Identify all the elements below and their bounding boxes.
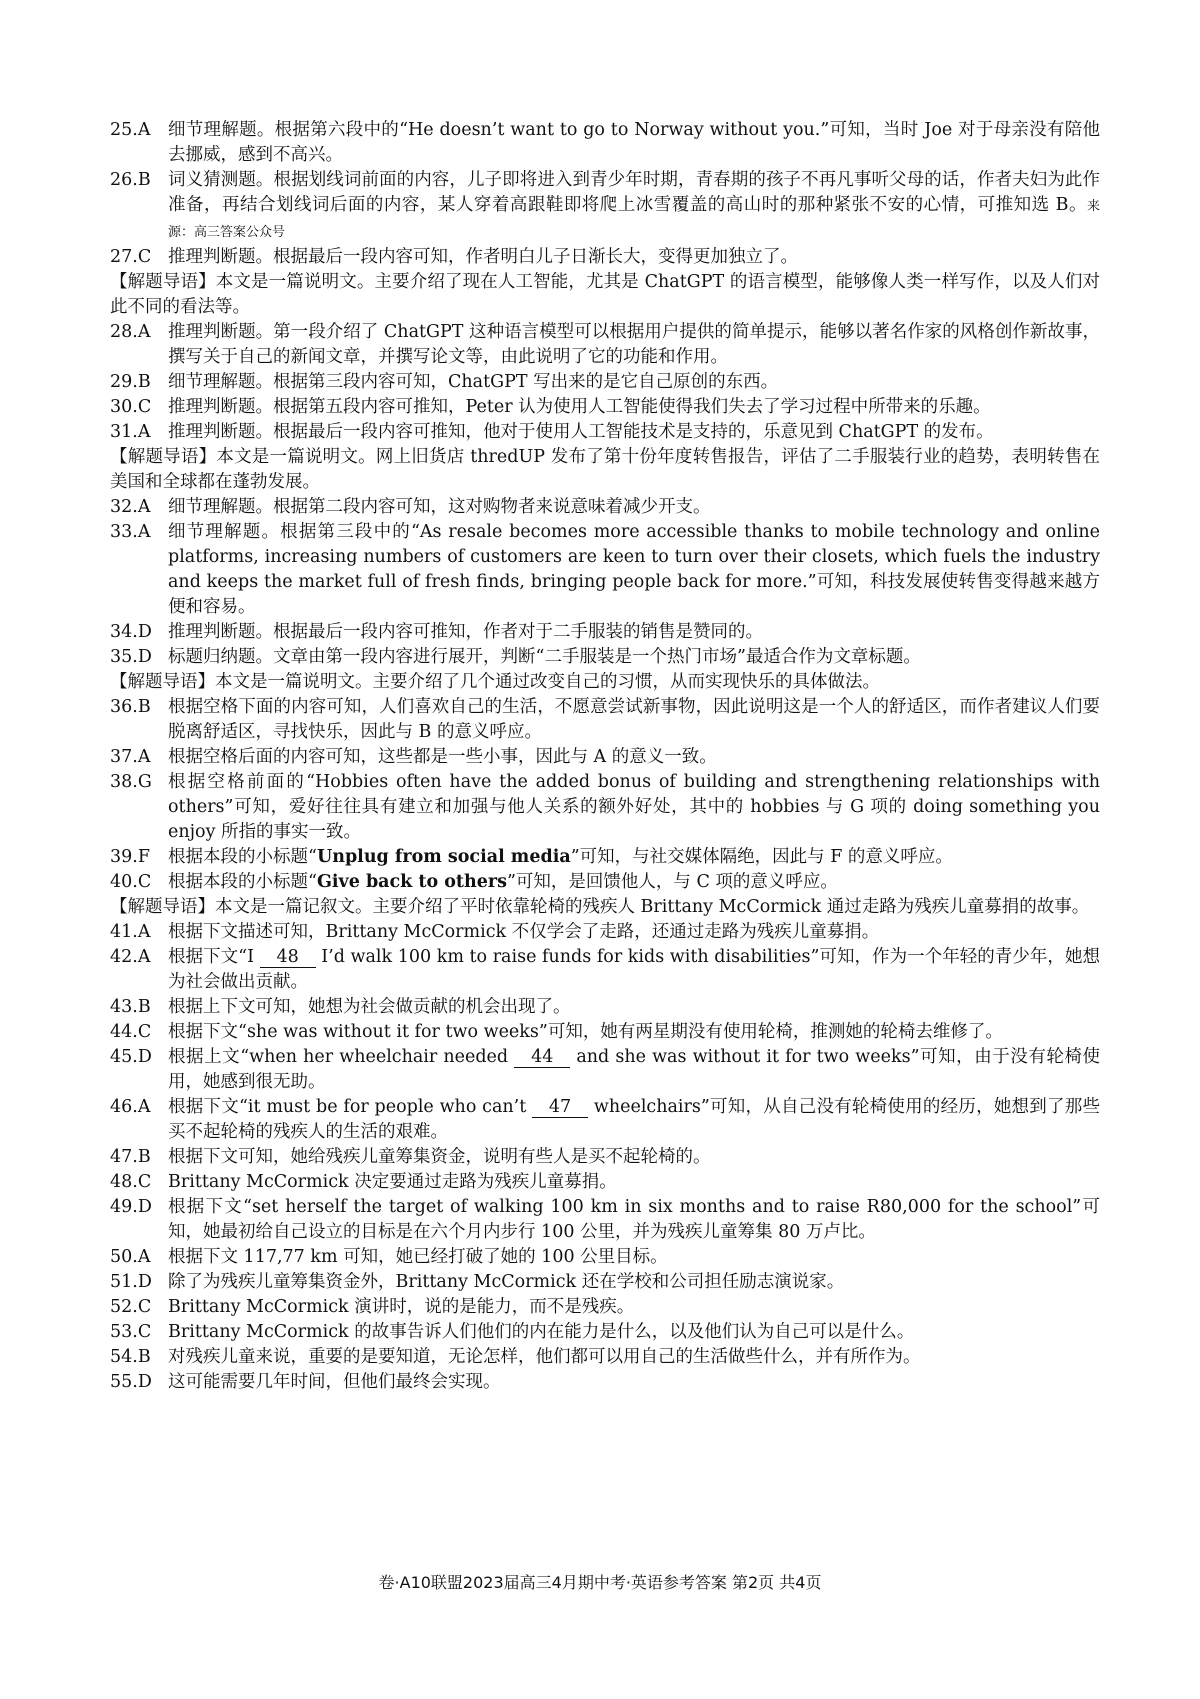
answer-explanation bbox=[168, 420, 1100, 445]
answer-explanation bbox=[168, 1170, 1100, 1195]
explanation-text: 词义猜测题。根据划线词前面的内容，儿子即将进入到青少年时期，青春期的孩子不再凡事听父母的话，作者夫妇为此作准备，再结合划线词后面的内容，某人穿着高跟鞋即将爬上冰雪覆盖的高山时的那种紧张不安的心情，可推知选 B。 bbox=[168, 170, 1100, 215]
answer-number: 54.B bbox=[110, 1347, 151, 1367]
answer-explanation bbox=[168, 1320, 1100, 1345]
answer-item bbox=[110, 245, 1100, 270]
answer-explanation bbox=[168, 1145, 1100, 1170]
answer-explanation bbox=[168, 1295, 1100, 1320]
explanation-text: wheelchairs”可知，从自己没有轮椅使用的经历，她想到了那些买不起轮椅的残疾人的生活的艰难。 bbox=[168, 1097, 1100, 1142]
answer-number: 41.A bbox=[110, 922, 151, 942]
answer-explanation bbox=[168, 845, 1100, 870]
answer-number: 43.B bbox=[110, 997, 151, 1017]
explanation-text: 推理判断题。第一段介绍了 ChatGPT 这种语言模型可以根据用户提供的简单提示，能够以著名作家的风格创作新故事，撰写关于自己的新闻文章，并撰写论文等，由此说明了它的功能和作用。 bbox=[168, 322, 1100, 367]
answer-explanation bbox=[168, 645, 1100, 670]
explanation-text: and she was without it for two weeks”可知，由于没有轮椅使用，她感到很无助。 bbox=[168, 1047, 1100, 1092]
explanation-text: 除了为残疾儿童筹集资金外，Brittany McCormick 还在学校和公司担任励志演说家。 bbox=[168, 1272, 845, 1292]
answer-explanation bbox=[168, 1345, 1100, 1370]
answer-explanation bbox=[168, 495, 1100, 520]
answer-number: 39.F bbox=[110, 847, 150, 867]
answer-number: 31.A bbox=[110, 422, 151, 442]
answer-item bbox=[110, 1370, 1100, 1395]
answer-number: 37.A bbox=[110, 747, 151, 767]
answer-item bbox=[110, 620, 1100, 645]
answer-number: 38.G bbox=[110, 772, 152, 792]
answer-item bbox=[110, 770, 1100, 845]
answer-number: 44.C bbox=[110, 1022, 152, 1042]
explanation-text: 根据下文“set herself the target of walking 100 km in six months and to raise R80,000 for the school”可知，她最初给自己设立的目标是在六个月内步行 100 公里，并为残疾儿童筹集 80 万卢比。 bbox=[168, 1197, 1100, 1242]
answer-explanation bbox=[168, 168, 1100, 245]
answer-item bbox=[110, 1020, 1100, 1045]
answer-item bbox=[110, 1245, 1100, 1270]
explanation-text: 根据上文“when her wheelchair needed bbox=[168, 1047, 515, 1067]
answer-number: 28.A bbox=[110, 322, 151, 342]
answer-number: 47.B bbox=[110, 1147, 151, 1167]
blank-number: 48 bbox=[260, 948, 316, 968]
answer-item bbox=[110, 370, 1100, 395]
explanation-text: 推理判断题。根据最后一段内容可推知，他对于使用人工智能技术是支持的，乐意见到 ChatGPT 的发布。 bbox=[168, 422, 994, 442]
answer-item bbox=[110, 1320, 1100, 1345]
answer-item bbox=[110, 695, 1100, 745]
answer-number: 42.A bbox=[110, 947, 151, 967]
answer-explanation bbox=[168, 1245, 1100, 1270]
answer-number: 29.B bbox=[110, 372, 151, 392]
answer-explanation bbox=[168, 1270, 1100, 1295]
blank-number: 47 bbox=[532, 1098, 588, 1118]
answer-explanation bbox=[168, 870, 1100, 895]
answer-explanation bbox=[168, 1045, 1100, 1095]
answer-item bbox=[110, 920, 1100, 945]
answer-explanation bbox=[168, 370, 1100, 395]
answer-number: 52.C bbox=[110, 1297, 152, 1317]
section-guide: 【解题导语】本文是一篇说明文。网上旧货店 thredUP 发布了第十份年度转售报告，评估了二手服装行业的趋势，表明转售在美国和全球都在蓬勃发展。 bbox=[110, 447, 1100, 492]
answer-item bbox=[110, 870, 1100, 895]
explanation-text: 根据上下文可知，她想为社会做贡献的机会出现了。 bbox=[168, 997, 571, 1017]
answer-item bbox=[110, 745, 1100, 770]
answer-item bbox=[110, 520, 1100, 620]
explanation-text: 根据本段的小标题“ bbox=[168, 872, 317, 892]
explanation-text: 推理判断题。根据最后一段内容可知，作者明白儿子日渐长大，变得更加独立了。 bbox=[168, 247, 798, 267]
answer-item bbox=[110, 1195, 1100, 1245]
explanation-text: Brittany McCormick 演讲时，说的是能力，而不是残疾。 bbox=[168, 1297, 635, 1317]
answer-number: 30.C bbox=[110, 397, 152, 417]
answer-item bbox=[110, 118, 1100, 168]
answer-item bbox=[110, 320, 1100, 370]
explanation-text: 根据下文描述可知，Brittany McCormick 不仅学会了走路，还通过走路为残疾儿童募捐。 bbox=[168, 922, 880, 942]
blank-number: 44 bbox=[514, 1048, 570, 1068]
answer-item bbox=[110, 168, 1100, 245]
answer-number: 27.C bbox=[110, 247, 152, 267]
explanation-text: 细节理解题。根据第三段内容可知，ChatGPT 写出来的是它自己原创的东西。 bbox=[168, 372, 779, 392]
answer-explanation bbox=[168, 695, 1100, 745]
answer-explanation bbox=[168, 920, 1100, 945]
answer-number: 26.B bbox=[110, 170, 151, 190]
explanation-text: 对残疾儿童来说，重要的是要知道，无论怎样，他们都可以用自己的生活做些什么，并有所作为。 bbox=[168, 1347, 921, 1367]
section-guide: 【解题导语】本文是一篇说明文。主要介绍了现在人工智能，尤其是 ChatGPT 的语言模型，能够像人类一样写作，以及人们对此不同的看法等。 bbox=[110, 272, 1100, 317]
answer-explanation bbox=[168, 745, 1100, 770]
answer-item bbox=[110, 1295, 1100, 1320]
answer-number: 50.A bbox=[110, 1247, 151, 1267]
answer-number: 55.D bbox=[110, 1372, 152, 1392]
answer-number: 46.A bbox=[110, 1097, 151, 1117]
source-note: 来源：高三答案公众号 bbox=[168, 199, 1100, 240]
explanation-text: ”可知，与社交媒体隔绝，因此与 F 的意义呼应。 bbox=[570, 847, 953, 867]
answer-item bbox=[110, 1345, 1100, 1370]
answer-number: 25.A bbox=[110, 120, 151, 140]
answer-number: 33.A bbox=[110, 522, 151, 542]
answer-item bbox=[110, 495, 1100, 520]
answer-item bbox=[110, 845, 1100, 870]
explanation-text: 根据空格前面的“Hobbies often have the added bonus of building and strengthening relationships with others”可知，爱好往往具有建立和加强与他人关系的额外好处，其中的 hobbies 与 G 项的 doing something you enjoy 所指的事实一致。 bbox=[168, 772, 1100, 842]
subtitle-quote: Unplug from social media bbox=[316, 847, 571, 867]
answer-list bbox=[110, 118, 1100, 1395]
answer-item bbox=[110, 945, 1100, 995]
answer-item bbox=[110, 1270, 1100, 1295]
explanation-text: 标题归纳题。文章由第一段内容进行展开，判断“二手服装是一个热门市场”最适合作为文章标题。 bbox=[168, 647, 921, 667]
answer-item bbox=[110, 420, 1100, 445]
explanation-text: 细节理解题。根据第三段中的“As resale becomes more accessible thanks to mobile technology and online platforms, increasing numbers of customers are keen to turn over their closets, which fuels the industry and keeps the market full of fresh finds, bringing people back for more.”可知，科技发展使转售变得越来越方便和容易。 bbox=[168, 522, 1100, 617]
answer-number: 35.D bbox=[110, 647, 152, 667]
answer-item bbox=[110, 1095, 1100, 1145]
explanation-text: 细节理解题。根据第二段内容可知，这对购物者来说意味着减少开支。 bbox=[168, 497, 711, 517]
answer-number: 36.B bbox=[110, 697, 151, 717]
answer-explanation bbox=[168, 1370, 1100, 1395]
explanation-text: 根据空格后面的内容可知，这些都是一些小事，因此与 A 的意义一致。 bbox=[168, 747, 717, 767]
answer-explanation bbox=[168, 770, 1100, 845]
answer-explanation bbox=[168, 320, 1100, 370]
explanation-text: I’d walk 100 km to raise funds for kids with disabilities”可知，作为一个年轻的青少年，她想为社会做出贡献。 bbox=[168, 947, 1100, 992]
explanation-text: 推理判断题。根据第五段内容可推知，Peter 认为使用人工智能使得我们失去了学习过程中所带来的乐趣。 bbox=[168, 397, 991, 417]
answer-number: 49.D bbox=[110, 1197, 152, 1217]
answer-number: 40.C bbox=[110, 872, 152, 892]
explanation-text: Brittany McCormick 的故事告诉人们他们的内在能力是什么，以及他们认为自己可以是什么。 bbox=[168, 1322, 915, 1342]
answer-explanation bbox=[168, 118, 1100, 168]
answer-explanation bbox=[168, 995, 1100, 1020]
answer-explanation bbox=[168, 395, 1100, 420]
answer-explanation bbox=[168, 1095, 1100, 1145]
answer-item bbox=[110, 1145, 1100, 1170]
explanation-text: 根据下文可知，她给残疾儿童筹集资金，说明有些人是买不起轮椅的。 bbox=[168, 1147, 711, 1167]
explanation-text: ”可知，是回馈他人，与 C 项的意义呼应。 bbox=[506, 872, 838, 892]
answer-number: 48.C bbox=[110, 1172, 152, 1192]
section-guide: 【解题导语】本文是一篇记叙文。主要介绍了平时依靠轮椅的残疾人 Brittany McCormick 通过走路为残疾儿童募捐的故事。 bbox=[110, 897, 1090, 917]
answer-item bbox=[110, 995, 1100, 1020]
answer-number: 51.D bbox=[110, 1272, 152, 1292]
answer-number: 45.D bbox=[110, 1047, 152, 1067]
answer-number: 32.A bbox=[110, 497, 151, 517]
explanation-text: 根据下文“I bbox=[168, 947, 260, 967]
answer-item bbox=[110, 1045, 1100, 1095]
answer-explanation bbox=[168, 245, 1100, 270]
answer-number: 53.C bbox=[110, 1322, 152, 1342]
page-footer: 卷·A10联盟2023届高三4月期中考·英语参考答案 第2页 共4页 bbox=[378, 1573, 822, 1592]
answer-number: 34.D bbox=[110, 622, 152, 642]
explanation-text: 根据本段的小标题“ bbox=[168, 847, 317, 867]
explanation-text: 这可能需要几年时间，但他们最终会实现。 bbox=[168, 1372, 501, 1392]
answer-item bbox=[110, 1170, 1100, 1195]
answer-explanation bbox=[168, 620, 1100, 645]
answer-explanation bbox=[168, 1195, 1100, 1245]
explanation-text: 细节理解题。根据第六段中的“He doesn’t want to go to Norway without you.”可知，当时 Joe 对于母亲没有陪他去挪威，感到不高兴。 bbox=[168, 120, 1100, 165]
answer-item bbox=[110, 395, 1100, 420]
section-guide: 【解题导语】本文是一篇说明文。主要介绍了几个通过改变自己的习惯，从而实现快乐的具体做法。 bbox=[110, 672, 880, 692]
explanation-text: 推理判断题。根据最后一段内容可推知，作者对于二手服装的销售是赞同的。 bbox=[168, 622, 763, 642]
answer-explanation bbox=[168, 1020, 1100, 1045]
answer-explanation bbox=[168, 520, 1100, 620]
answer-item bbox=[110, 645, 1100, 670]
subtitle-quote: Give back to others bbox=[316, 872, 507, 892]
explanation-text: Brittany McCormick 决定要通过走路为残疾儿童募捐。 bbox=[168, 1172, 617, 1192]
explanation-text: 根据下文“it must be for people who can’t bbox=[168, 1097, 533, 1117]
explanation-text: 根据空格下面的内容可知，人们喜欢自己的生活，不愿意尝试新事物，因此说明这是一个人的舒适区，而作者建议人们要脱离舒适区，寻找快乐，因此与 B 的意义呼应。 bbox=[168, 697, 1100, 742]
answer-explanation bbox=[168, 945, 1100, 995]
explanation-text: 根据下文“she was without it for two weeks”可知，她有两星期没有使用轮椅，推测她的轮椅去维修了。 bbox=[168, 1022, 1003, 1042]
explanation-text: 根据下文 117,77 km 可知，她已经打破了她的 100 公里目标。 bbox=[168, 1247, 668, 1267]
